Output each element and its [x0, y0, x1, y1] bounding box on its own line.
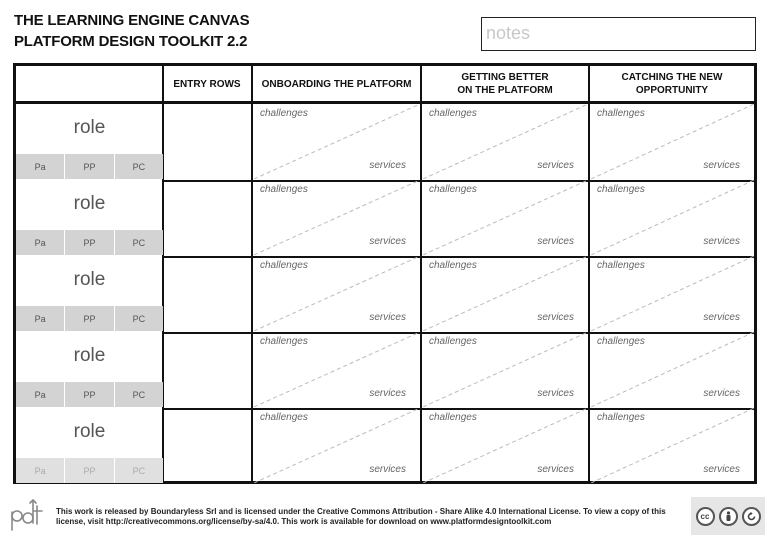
header-getting-better: GETTING BETTER ON THE PLATFORM [457, 72, 553, 96]
notes-field[interactable] [481, 17, 756, 51]
role-cell[interactable] [16, 104, 163, 179]
role-cell[interactable] [16, 332, 163, 407]
challenges-label: challenges [597, 336, 645, 347]
role-tags [16, 154, 163, 179]
stage-cell-onboarding[interactable] [254, 408, 420, 483]
role-tag-pc: PC [115, 306, 163, 331]
services-label: services [703, 312, 740, 323]
role-label: role [73, 269, 106, 290]
role-cell[interactable] [16, 256, 163, 331]
services-label: services [537, 236, 574, 247]
challenges-label: challenges [597, 184, 645, 195]
services-label: services [537, 464, 574, 475]
entry-row-cell[interactable] [164, 332, 251, 407]
stage-cell-onboarding[interactable] [254, 256, 420, 331]
stage-cell-catching[interactable] [591, 180, 754, 255]
stage-cell-catching[interactable] [591, 408, 754, 483]
stage-cell-getting-better[interactable] [423, 408, 588, 483]
role-tag-pa: Pa [16, 230, 65, 255]
header-entry-rows: ENTRY ROWS [173, 78, 241, 90]
cc-license-badge[interactable] [691, 497, 765, 535]
stage-cell-getting-better[interactable] [423, 256, 588, 331]
services-label: services [537, 312, 574, 323]
challenges-label: challenges [429, 336, 477, 347]
services-label: services [369, 312, 406, 323]
challenges-label: challenges [429, 260, 477, 271]
sa-icon [742, 507, 761, 526]
services-label: services [537, 160, 574, 171]
role-tag-pp: PP [65, 458, 114, 483]
challenges-label: challenges [429, 184, 477, 195]
stage-cell-getting-better[interactable] [423, 104, 588, 179]
challenges-label: challenges [260, 108, 308, 119]
role-tag-pc: PC [115, 382, 163, 407]
role-tag-pc: PC [115, 458, 163, 483]
by-icon [719, 507, 738, 526]
stage-cell-catching[interactable] [591, 332, 754, 407]
challenges-label: challenges [429, 108, 477, 119]
stage-cell-getting-better[interactable] [423, 180, 588, 255]
license-text: This work is released by Boundaryless Srl and is licensed under the Creative Commons Attribution - Share Alike 4.0 International License. To view a copy of this license, visit http://creativecommons.org/license/by-sa/4.0. This work is available for download on www.platformdesigntoolkit.com [56, 507, 666, 526]
challenges-label: challenges [429, 412, 477, 423]
entry-row-cell[interactable] [164, 104, 251, 179]
services-label: services [369, 388, 406, 399]
role-tag-pc: PC [115, 154, 163, 179]
role-tag-pp: PP [65, 154, 114, 179]
cc-icon: cc [696, 507, 715, 526]
role-tag-pa: Pa [16, 154, 65, 179]
role-tag-pp: PP [65, 230, 114, 255]
role-cell[interactable] [16, 180, 163, 255]
services-label: services [369, 464, 406, 475]
entry-row-cell[interactable] [164, 180, 251, 255]
services-label: services [537, 388, 574, 399]
role-tag-pc: PC [115, 230, 163, 255]
stage-cell-onboarding[interactable] [254, 104, 420, 179]
role-label: role [73, 345, 106, 366]
stage-cell-onboarding[interactable] [254, 180, 420, 255]
role-cell[interactable] [16, 408, 163, 483]
stage-cell-onboarding[interactable] [254, 332, 420, 407]
header-onboarding: ONBOARDING THE PLATFORM [261, 78, 412, 90]
challenges-label: challenges [597, 412, 645, 423]
pdt-logo [9, 494, 45, 532]
column-divider [588, 66, 590, 481]
challenges-label: challenges [260, 184, 308, 195]
services-label: services [369, 160, 406, 171]
role-label: role [73, 193, 106, 214]
challenges-label: challenges [260, 412, 308, 423]
entry-row-cell[interactable] [164, 408, 251, 483]
canvas-title-line-2: PLATFORM DESIGN TOOLKIT 2.2 [14, 33, 248, 50]
services-label: services [703, 160, 740, 171]
role-tag-pa: Pa [16, 382, 65, 407]
services-label: services [703, 388, 740, 399]
role-tag-pp: PP [65, 382, 114, 407]
column-divider [251, 66, 253, 481]
role-tags [16, 458, 163, 483]
challenges-label: challenges [597, 108, 645, 119]
role-tag-pp: PP [65, 306, 114, 331]
notes-placeholder: notes [486, 23, 531, 43]
services-label: services [703, 236, 740, 247]
canvas-title [14, 10, 249, 52]
stage-cell-catching[interactable] [591, 104, 754, 179]
services-label: services [369, 236, 406, 247]
canvas-title-line-1: THE LEARNING ENGINE CANVAS [14, 12, 250, 29]
challenges-label: challenges [260, 260, 308, 271]
role-tags [16, 382, 163, 407]
services-label: services [703, 464, 740, 475]
role-tags [16, 230, 163, 255]
stage-cell-catching[interactable] [591, 256, 754, 331]
role-label: role [73, 117, 106, 138]
role-tags [16, 306, 163, 331]
column-divider [420, 66, 422, 481]
role-tag-pa: Pa [16, 458, 65, 483]
challenges-label: challenges [597, 260, 645, 271]
header-catching-opportunity: CATCHING THE NEW OPPORTUNITY [621, 72, 723, 96]
canvas-grid [13, 63, 757, 484]
role-tag-pa: Pa [16, 306, 65, 331]
challenges-label: challenges [260, 336, 308, 347]
role-label: role [73, 421, 106, 442]
stage-cell-getting-better[interactable] [423, 332, 588, 407]
entry-row-cell[interactable] [164, 256, 251, 331]
